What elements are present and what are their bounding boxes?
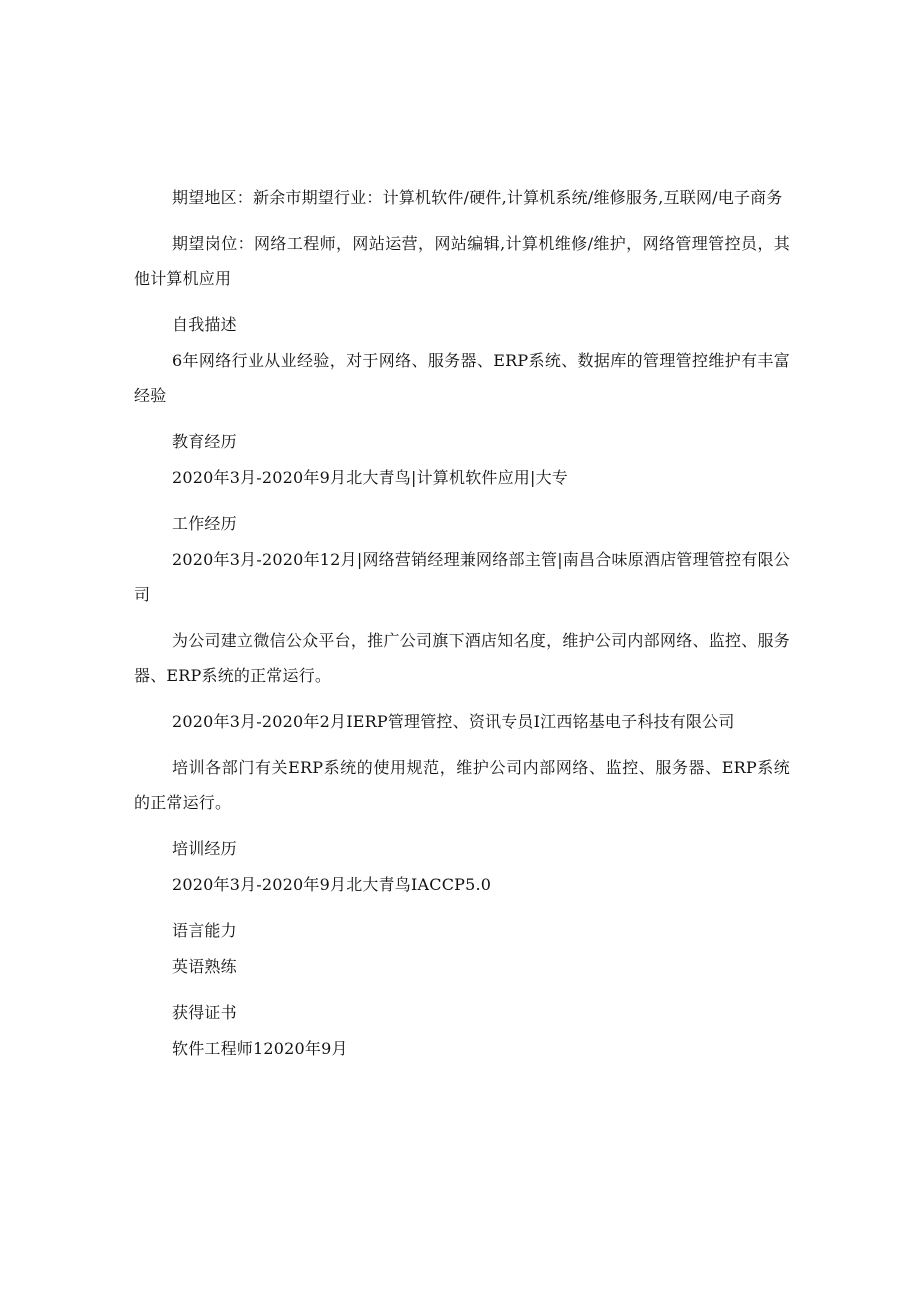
section-heading-training: 培训经历 bbox=[172, 839, 237, 858]
education-entry: 2020年3月-2020年9月北大青鸟|计算机软件应用|大专 bbox=[172, 468, 568, 487]
training-entry: 2020年3月-2020年9月北大青鸟IACCP5.0 bbox=[172, 875, 492, 894]
section-heading-education: 教育经历 bbox=[172, 432, 237, 451]
self-description-text: 6年网络行业从业经验，对于网络、服务器、ERP系统、数据库的管理管控维护有丰富经验 bbox=[134, 351, 790, 405]
expected-region-industry: 期望地区：新余市期望行业：计算机软件/硬件,计算机系统/维修服务,互联网/电子商务 bbox=[172, 188, 783, 207]
work-entry-1: 2020年3月-2020年12月|网络营销经理兼网络部主管|南昌合味原酒店管理管控有限公司 bbox=[134, 550, 790, 604]
section-heading-self-description: 自我描述 bbox=[172, 315, 237, 334]
language-entry: 英语熟练 bbox=[172, 957, 237, 976]
work-entry-1-description: 为公司建立微信公众平台，推广公司旗下酒店知名度，维护公司内部网络、监控、服务器、ERP系统的正常运行。 bbox=[134, 631, 790, 685]
section-heading-work-experience: 工作经历 bbox=[172, 514, 237, 533]
section-heading-certificates: 获得证书 bbox=[172, 1003, 237, 1022]
work-entry-2: 2020年3月-2020年2月IERP管理管控、资讯专员I江西铭基电子科技有限公司 bbox=[172, 712, 735, 731]
certificate-entry: 软件工程师12020年9月 bbox=[172, 1039, 348, 1058]
expected-positions: 期望岗位：网络工程师，网站运营，网站编辑,计算机维修/维护，网络管理管控员，其他计算机应用 bbox=[134, 234, 790, 288]
work-entry-2-description: 培训各部门有关ERP系统的使用规范，维护公司内部网络、监控、服务器、ERP系统的正常运行。 bbox=[134, 758, 790, 812]
section-heading-language: 语言能力 bbox=[172, 921, 237, 940]
document-page bbox=[134, 180, 790, 1077]
